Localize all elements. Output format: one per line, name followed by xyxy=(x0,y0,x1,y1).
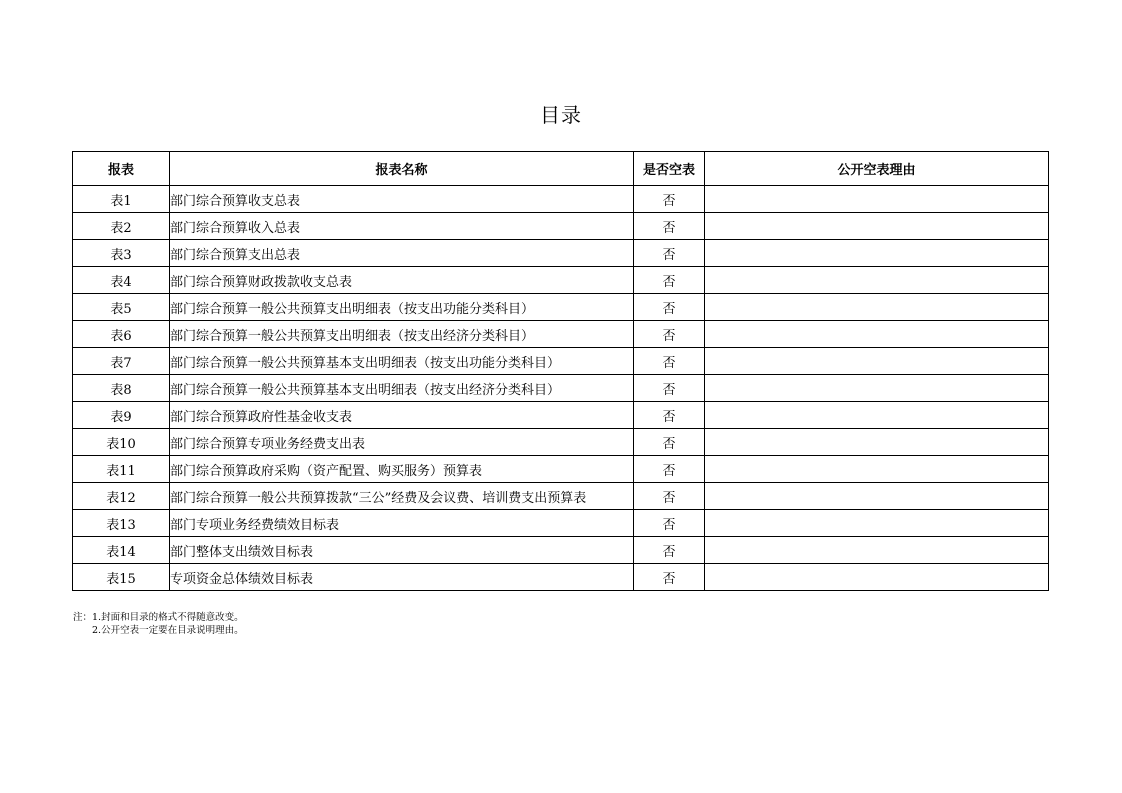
cell-report-name: 部门综合预算收入总表 xyxy=(170,213,634,240)
cell-is-empty: 否 xyxy=(634,375,705,402)
table-header-row xyxy=(73,152,1049,186)
cell-is-empty: 否 xyxy=(634,186,705,213)
cell-is-empty: 否 xyxy=(634,213,705,240)
table-row xyxy=(73,564,1049,591)
table-body xyxy=(73,186,1049,591)
table-row xyxy=(73,510,1049,537)
table-row xyxy=(73,483,1049,510)
cell-is-empty: 否 xyxy=(634,402,705,429)
cell-report-name: 部门综合预算一般公共预算拨款“三公”经费及会议费、培训费支出预算表 xyxy=(170,483,634,510)
cell-is-empty: 否 xyxy=(634,429,705,456)
table-row xyxy=(73,186,1049,213)
cell-is-empty: 否 xyxy=(634,510,705,537)
cell-empty-reason xyxy=(705,402,1049,429)
toc-table xyxy=(72,151,1049,591)
cell-report-no: 表11 xyxy=(73,456,170,483)
cell-report-name: 专项资金总体绩效目标表 xyxy=(170,564,634,591)
cell-report-no: 表5 xyxy=(73,294,170,321)
cell-empty-reason xyxy=(705,213,1049,240)
cell-report-name: 部门专项业务经费绩效目标表 xyxy=(170,510,634,537)
cell-report-no: 表6 xyxy=(73,321,170,348)
cell-empty-reason xyxy=(705,564,1049,591)
page-title: 目录 xyxy=(540,103,582,127)
cell-empty-reason xyxy=(705,267,1049,294)
cell-report-name: 部门综合预算专项业务经费支出表 xyxy=(170,429,634,456)
table-row xyxy=(73,429,1049,456)
header-is-empty: 是否空表 xyxy=(634,152,705,186)
cell-report-no: 表3 xyxy=(73,240,170,267)
cell-report-name: 部门整体支出绩效目标表 xyxy=(170,537,634,564)
cell-empty-reason xyxy=(705,537,1049,564)
cell-report-name: 部门综合预算一般公共预算支出明细表（按支出功能分类科目） xyxy=(170,294,634,321)
header-report-name: 报表名称 xyxy=(170,152,634,186)
cell-report-name: 部门综合预算政府采购（资产配置、购买服务）预算表 xyxy=(170,456,634,483)
table-row xyxy=(73,213,1049,240)
footnote-1: 注：1.封面和目录的格式不得随意改变。 xyxy=(73,612,244,623)
cell-report-no: 表9 xyxy=(73,402,170,429)
cell-report-no: 表8 xyxy=(73,375,170,402)
cell-empty-reason xyxy=(705,294,1049,321)
table-row xyxy=(73,348,1049,375)
cell-report-name: 部门综合预算一般公共预算基本支出明细表（按支出经济分类科目） xyxy=(170,375,634,402)
cell-report-name: 部门综合预算政府性基金收支表 xyxy=(170,402,634,429)
cell-report-name: 部门综合预算一般公共预算支出明细表（按支出经济分类科目） xyxy=(170,321,634,348)
table-row xyxy=(73,402,1049,429)
cell-report-no: 表2 xyxy=(73,213,170,240)
table-row xyxy=(73,537,1049,564)
table-row xyxy=(73,456,1049,483)
cell-empty-reason xyxy=(705,483,1049,510)
table-row xyxy=(73,294,1049,321)
cell-empty-reason xyxy=(705,510,1049,537)
cell-report-no: 表14 xyxy=(73,537,170,564)
table-row xyxy=(73,321,1049,348)
cell-is-empty: 否 xyxy=(634,321,705,348)
cell-is-empty: 否 xyxy=(634,348,705,375)
cell-is-empty: 否 xyxy=(634,294,705,321)
footnotes xyxy=(73,611,244,637)
cell-empty-reason xyxy=(705,456,1049,483)
cell-is-empty: 否 xyxy=(634,456,705,483)
cell-empty-reason xyxy=(705,321,1049,348)
cell-empty-reason xyxy=(705,186,1049,213)
cell-report-no: 表15 xyxy=(73,564,170,591)
header-empty-reason: 公开空表理由 xyxy=(705,152,1049,186)
cell-is-empty: 否 xyxy=(634,537,705,564)
cell-empty-reason xyxy=(705,348,1049,375)
cell-is-empty: 否 xyxy=(634,267,705,294)
cell-report-no: 表4 xyxy=(73,267,170,294)
cell-report-no: 表1 xyxy=(73,186,170,213)
cell-report-no: 表10 xyxy=(73,429,170,456)
header-report-no: 报表 xyxy=(73,152,170,186)
cell-empty-reason xyxy=(705,240,1049,267)
cell-empty-reason xyxy=(705,429,1049,456)
cell-empty-reason xyxy=(705,375,1049,402)
table-row xyxy=(73,240,1049,267)
cell-is-empty: 否 xyxy=(634,240,705,267)
cell-report-name: 部门综合预算一般公共预算基本支出明细表（按支出功能分类科目） xyxy=(170,348,634,375)
table-row xyxy=(73,267,1049,294)
cell-report-no: 表13 xyxy=(73,510,170,537)
cell-report-no: 表12 xyxy=(73,483,170,510)
cell-report-name: 部门综合预算财政拨款收支总表 xyxy=(170,267,634,294)
cell-is-empty: 否 xyxy=(634,483,705,510)
footnote-2: 2.公开空表一定要在目录说明理由。 xyxy=(92,625,244,636)
cell-report-name: 部门综合预算支出总表 xyxy=(170,240,634,267)
cell-report-no: 表7 xyxy=(73,348,170,375)
cell-report-name: 部门综合预算收支总表 xyxy=(170,186,634,213)
table-row xyxy=(73,375,1049,402)
cell-is-empty: 否 xyxy=(634,564,705,591)
